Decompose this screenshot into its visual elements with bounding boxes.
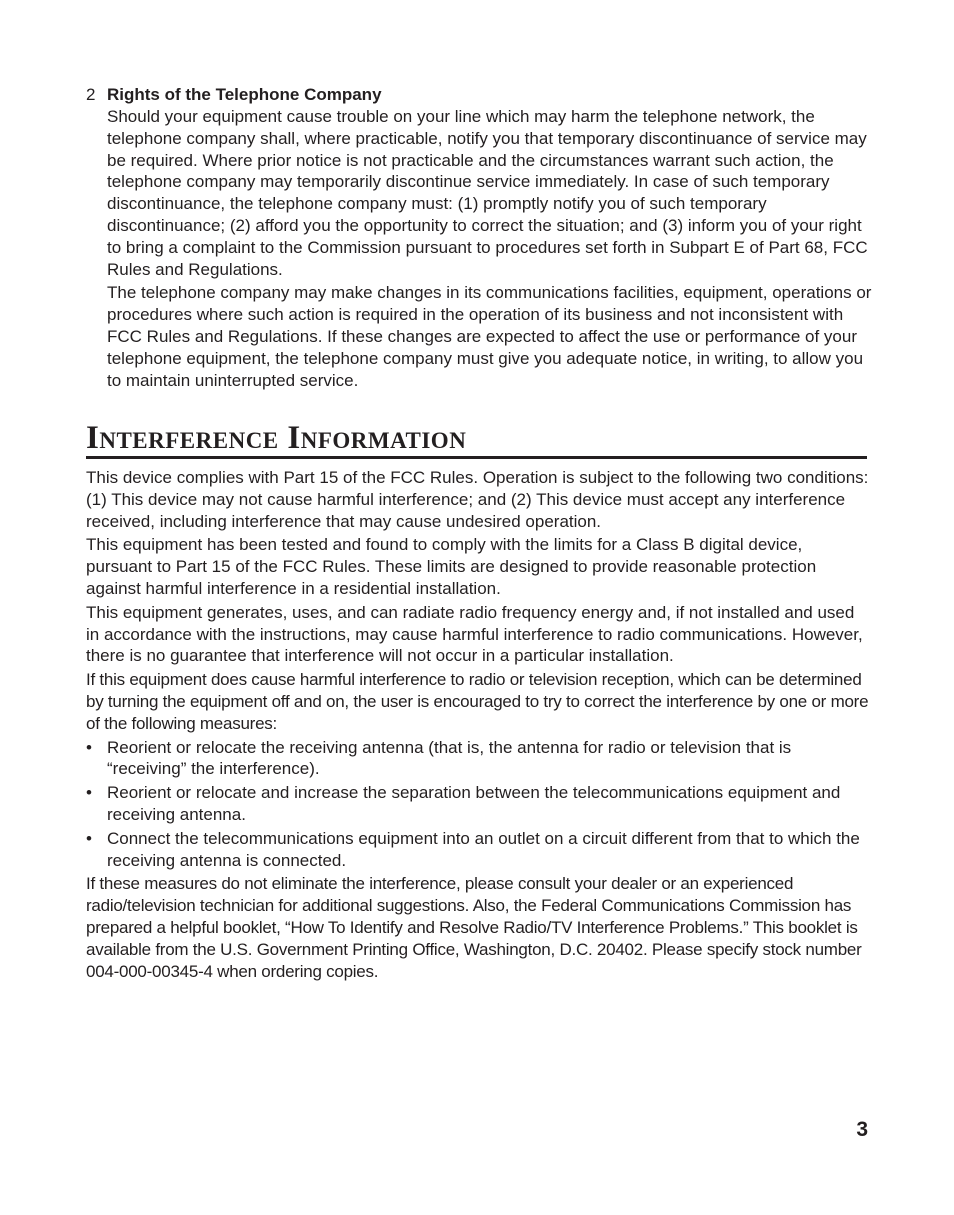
bullet-icon: • — [86, 783, 92, 803]
bullet-icon: • — [86, 828, 92, 848]
measures-list — [86, 737, 871, 872]
list-item — [86, 737, 871, 781]
page-number: 3 — [856, 1118, 868, 1141]
rights-paragraph: The telephone company may make changes in its communications facilities, equipment, operations or procedures where such action is required in the operation of its business and not inconsistent with FCC Rules and Regulations. If these changes are expected to affect the use or performance of your telephone equipment, the telephone company must give you adequate notice, in writing, to allow you to maintain uninterrupted service. — [107, 283, 872, 390]
rights-number: 2 — [86, 85, 96, 104]
list-item-text: Connect the telecommunications equipment into an outlet on a circuit different from that to which the receiving antenna is connected. — [107, 828, 860, 870]
list-item-text: Reorient or relocate and increase the separation between the telecommunications equipment and receiving antenna. — [107, 783, 841, 824]
section-heading: Interference Information — [86, 420, 467, 456]
list-item — [86, 782, 871, 826]
closing-paragraph: If these measures do not eliminate the interference, please consult your dealer or an experienced radio/television technician for additional suggestions. Also, the Federal Communications Commission has prepared a helpful booklet, “How To Identify and Resolve Radio/TV Interference Problems.” This booklet is available from the U.S. Government Printing Office, Washington, D.C. 20402. Please specify stock number 004-000-00345-4 when ordering copies. — [86, 874, 862, 981]
rights-section — [86, 84, 876, 393]
interference-paragraph: This equipment generates, uses, and can radiate radio frequency energy and, if not installed and used in accordance with the instructions, may cause harmful interference to radio communications. However, there is no guarantee that interference will not occur in a particular installation. — [86, 602, 863, 666]
heading-rule — [86, 456, 867, 459]
interference-paragraph: If this equipment does cause harmful interference to radio or television reception, which can be determined by turning the equipment off and on, the user is encouraged to try to correct the interference by one or more of the following measures: — [86, 670, 869, 733]
rights-body — [107, 106, 876, 391]
list-item — [86, 828, 871, 872]
list-item-text: Reorient or relocate the receiving antenna (that is, the antenna for radio or television that is “receiving” the interference). — [107, 737, 792, 779]
interference-heading-block — [86, 420, 867, 459]
rights-title: Rights of the Telephone Company — [107, 85, 382, 104]
interference-section — [86, 467, 871, 984]
bullet-icon: • — [86, 737, 92, 757]
interference-paragraph: This equipment has been tested and found to comply with the limits for a Class B digital device, pursuant to Part 15 of the FCC Rules. These limits are designed to provide reasonable protection against harmful interference in a residential installation. — [86, 535, 817, 598]
interference-paragraph: This device complies with Part 15 of the FCC Rules. Operation is subject to the following two conditions: (1) This device may not cause harmful interference; and (2) This device must accept any interference received, including interference that may cause undesired operation. — [86, 468, 869, 531]
rights-paragraph: Should your equipment cause trouble on your line which may harm the telephone network, the telephone company shall, where practicable, notify you that temporary discontinuance of service may be required. Where prior notice is not practicable and the circumstances warrant such action, the telephone company may temporarily discontinue service immediately. In case of such temporary discontinuance, the telephone company must: (1) promptly notify you of such temporary discontinuance; (2) afford you the opportunity to correct the situation; and (3) inform you of your right to bring a complaint to the Commission pursuant to procedures set forth in Subpart E of Part 68, FCC Rules and Regulations. — [107, 107, 868, 279]
rights-heading — [86, 84, 876, 106]
